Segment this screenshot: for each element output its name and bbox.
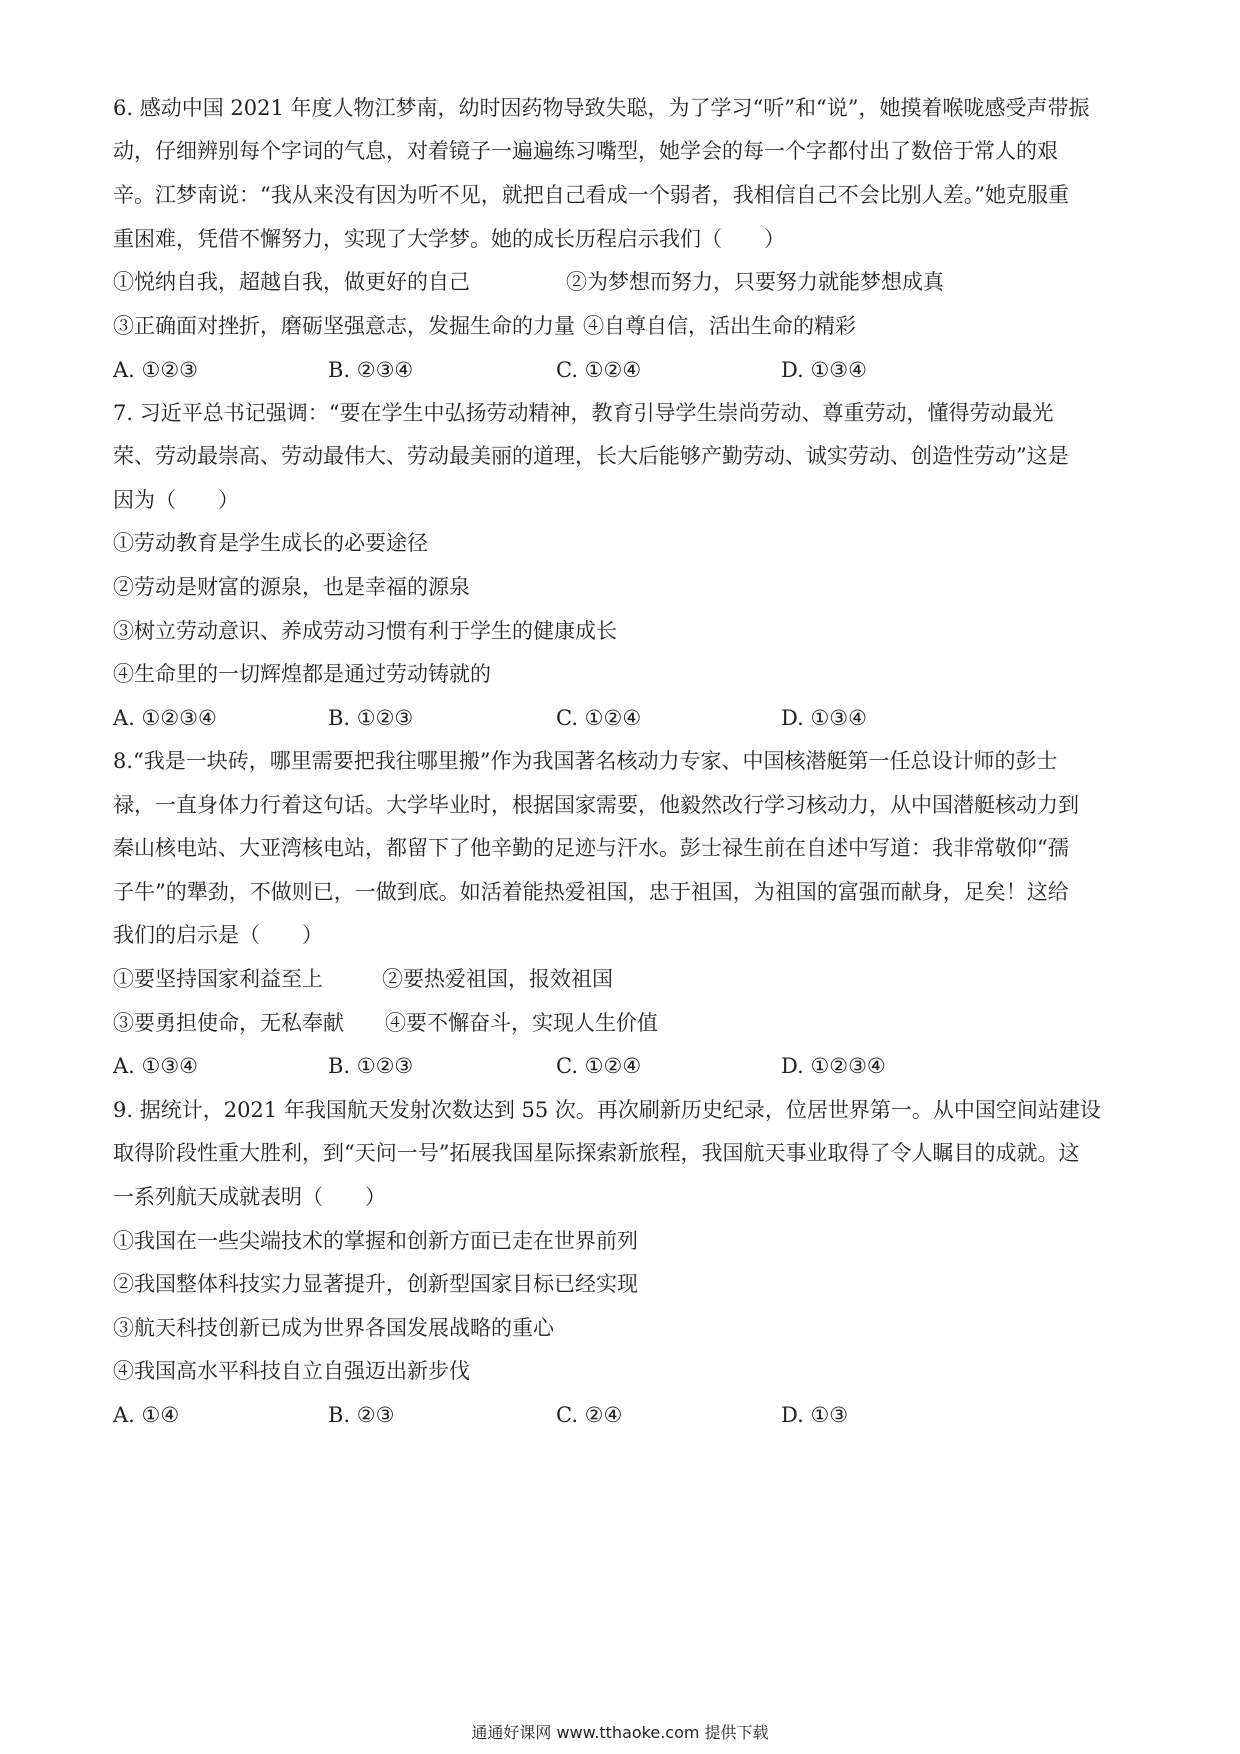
question-7-stem-line-1: 7. 习近平总书记强调：“要在学生中弘扬劳动精神，教育引导学生崇尚劳动、尊重劳动，懂得劳动最光: [113, 401, 1054, 425]
question-7-choice-b: B. ①②③: [328, 706, 414, 730]
question-7-statement-1: ①劳动教育是学生成长的必要途径: [113, 531, 428, 555]
question-8-choice-c: C. ①②④: [556, 1054, 642, 1078]
question-8-stem-line-4: 子牛”的犟劲，不做则已，一做到底。如活着能热爱祖国，忠于祖国，为祖国的富强而献身，足矣！这给: [113, 880, 1069, 904]
question-8-choice-d: D. ①②③④: [781, 1054, 886, 1078]
question-6-stem-line-2: 动，仔细辨别每个字词的气息，对着镜子一遍遍练习嘴型，她学会的每一个字都付出了数倍于常人的艰: [113, 139, 1058, 163]
question-6-choice-c: C. ①②④: [556, 358, 642, 382]
question-9-choice-b: B. ②③: [328, 1403, 395, 1427]
question-8-stem-line-2: 禄，一直身体力行着这句话。大学毕业时，根据国家需要，他毅然改行学习核动力，从中国潜艇核动力到: [113, 793, 1079, 817]
page-footer: 通通好课网 www.tthaoke.com 提供下载: [471, 1723, 769, 1742]
question-6-choice-a: A. ①②③: [113, 358, 198, 382]
question-8-statement-2: ②要热爱祖国，报效祖国: [382, 967, 613, 991]
question-6-statement-2: ②为梦想而努力，只要努力就能梦想成真: [566, 270, 944, 294]
question-8-statement-3: ③要勇担使命，无私奉献: [113, 1011, 344, 1035]
question-9-choice-a: A. ①④: [113, 1403, 180, 1427]
question-9-stem-line-3: 一系列航天成就表明（ ）: [113, 1185, 386, 1209]
question-7-stem-line-2: 荣、劳动最崇高、劳动最伟大、劳动最美丽的道理，长大后能够产勤劳动、诚实劳动、创造性劳动”这是: [113, 444, 1069, 468]
question-6-choice-d: D. ①③④: [781, 358, 867, 382]
question-7-statement-3: ③树立劳动意识、养成劳动习惯有利于学生的健康成长: [113, 619, 617, 643]
question-7-statement-4: ④生命里的一切辉煌都是通过劳动铸就的: [113, 662, 491, 686]
question-7-choice-d: D. ①③④: [781, 706, 867, 730]
question-8-statement-4: ④要不懈奋斗，实现人生价值: [385, 1011, 658, 1035]
question-7-choice-a: A. ①②③④: [113, 706, 217, 730]
question-9-statement-2: ②我国整体科技实力显著提升，创新型国家目标已经实现: [113, 1272, 638, 1296]
question-6-statement-4: ④自尊自信，活出生命的精彩: [583, 314, 856, 338]
question-7-choice-c: C. ①②④: [556, 706, 642, 730]
question-8-stem-line-1: 8.“我是一块砖，哪里需要把我往哪里搬”作为我国著名核动力专家、中国核潜艇第一任总设计师的彭士: [113, 749, 1058, 773]
question-6-stem-line-1: 6. 感动中国 2021 年度人物江梦南，幼时因药物导致失聪，为了学习“听”和“说”，她摸着喉咙感受声带振: [113, 96, 1090, 120]
question-6-choice-b: B. ②③④: [328, 358, 414, 382]
question-9-choice-d: D. ①③: [781, 1403, 849, 1427]
question-6-statement-1: ①悦纳自我，超越自我，做更好的自己: [113, 270, 470, 294]
question-8-choice-b: B. ①②③: [328, 1054, 414, 1078]
question-8-stem-line-5: 我们的启示是（ ）: [113, 923, 323, 947]
question-6-stem-line-3: 辛。江梦南说：“我从来没有因为听不见，就把自己看成一个弱者，我相信自己不会比别人差。”她克服重: [113, 183, 1069, 207]
question-8-statement-1: ①要坚持国家利益至上: [113, 967, 323, 991]
question-6-statement-3: ③正确面对挫折，磨砺坚强意志，发掘生命的力量: [113, 314, 575, 338]
question-9-statement-4: ④我国高水平科技自立自强迈出新步伐: [113, 1359, 470, 1383]
question-7-statement-2: ②劳动是财富的源泉，也是幸福的源泉: [113, 575, 470, 599]
question-6-stem-line-4: 重困难，凭借不懈努力，实现了大学梦。她的成长历程启示我们（ ）: [113, 227, 785, 251]
question-7-stem-line-3: 因为（ ）: [113, 488, 239, 512]
question-9-stem-line-2: 取得阶段性重大胜利，到“天问一号”拓展我国星际探索新旅程，我国航天事业取得了令人瞩目的成就。这: [113, 1141, 1080, 1165]
question-8-stem-line-3: 秦山核电站、大亚湾核电站，都留下了他辛勤的足迹与汗水。彭士禄生前在自述中写道：我非常敬仰“孺: [113, 836, 1069, 860]
question-9-statement-3: ③航天科技创新已成为世界各国发展战略的重心: [113, 1316, 554, 1340]
question-9-stem-line-1: 9. 据统计，2021 年我国航天发射次数达到 55 次。再次刷新历史纪录，位居世界第一。从中国空间站建设: [113, 1098, 1101, 1122]
question-8-choice-a: A. ①③④: [113, 1054, 198, 1078]
question-9-choice-c: C. ②④: [556, 1403, 623, 1427]
question-9-statement-1: ①我国在一些尖端技术的掌握和创新方面已走在世界前列: [113, 1229, 638, 1253]
